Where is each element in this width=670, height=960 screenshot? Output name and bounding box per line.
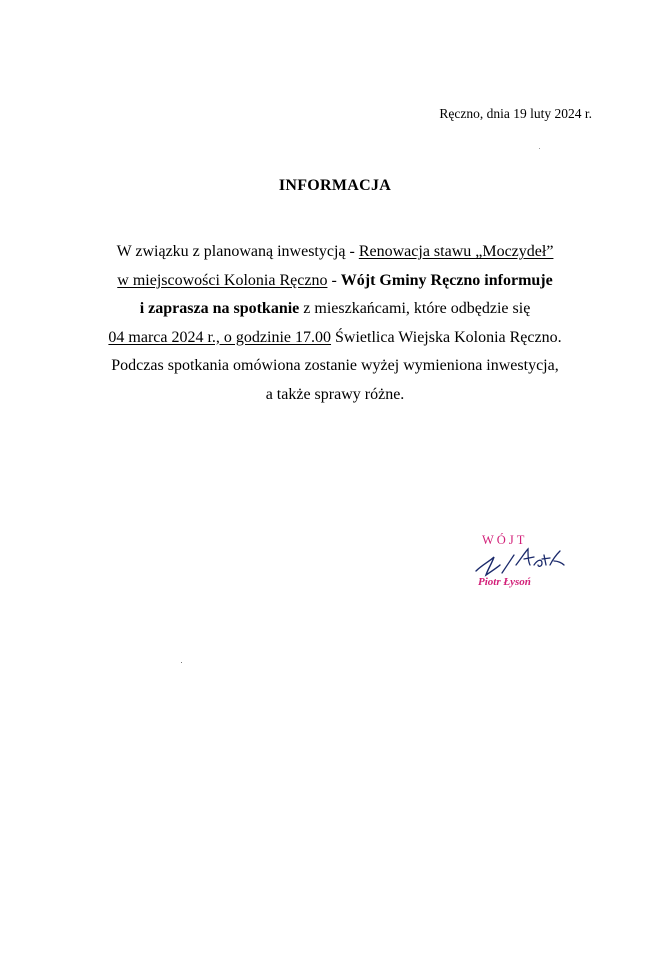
- scan-speck: [539, 148, 540, 149]
- body-line-2: [40, 267, 630, 296]
- announcement-body: [40, 238, 630, 409]
- meeting-datetime: 04 marca 2024 r., o godzinie 17.00: [108, 328, 332, 346]
- body-line-3: [40, 295, 630, 324]
- mayor-stamp: [472, 533, 582, 593]
- body-line-1: [40, 238, 630, 267]
- body-line-5: Podczas spotkania omówiona zostanie wyżej wymieniona inwestycja,: [111, 357, 559, 374]
- dash-separator: -: [327, 271, 341, 289]
- mayor-informs: Wójt Gminy Ręczno informuje: [340, 271, 553, 289]
- intro-text: W związku z planowaną inwestycją -: [116, 243, 359, 260]
- stamp-name: Piotr Łysoń: [478, 576, 531, 588]
- meeting-text: z mieszkańcami, które odbędzie się: [299, 300, 531, 317]
- document-title: INFORMACJA: [278, 177, 392, 194]
- body-line-4: [40, 324, 630, 353]
- location-text: w miejscowości Kolonia Ręczno: [117, 271, 328, 289]
- place-date: Ręczno, dnia 19 luty 2024 r.: [439, 106, 592, 121]
- scan-speck: [181, 662, 182, 663]
- body-line-6: a także sprawy różne.: [265, 385, 405, 403]
- stamp-title: WÓJT: [482, 533, 528, 547]
- investment-name: Renowacja stawu „Moczydeł”: [358, 243, 554, 260]
- invitation-text: i zaprasza na spotkanie: [139, 300, 300, 317]
- meeting-venue: Świetlica Wiejska Kolonia Ręczno.: [331, 328, 562, 346]
